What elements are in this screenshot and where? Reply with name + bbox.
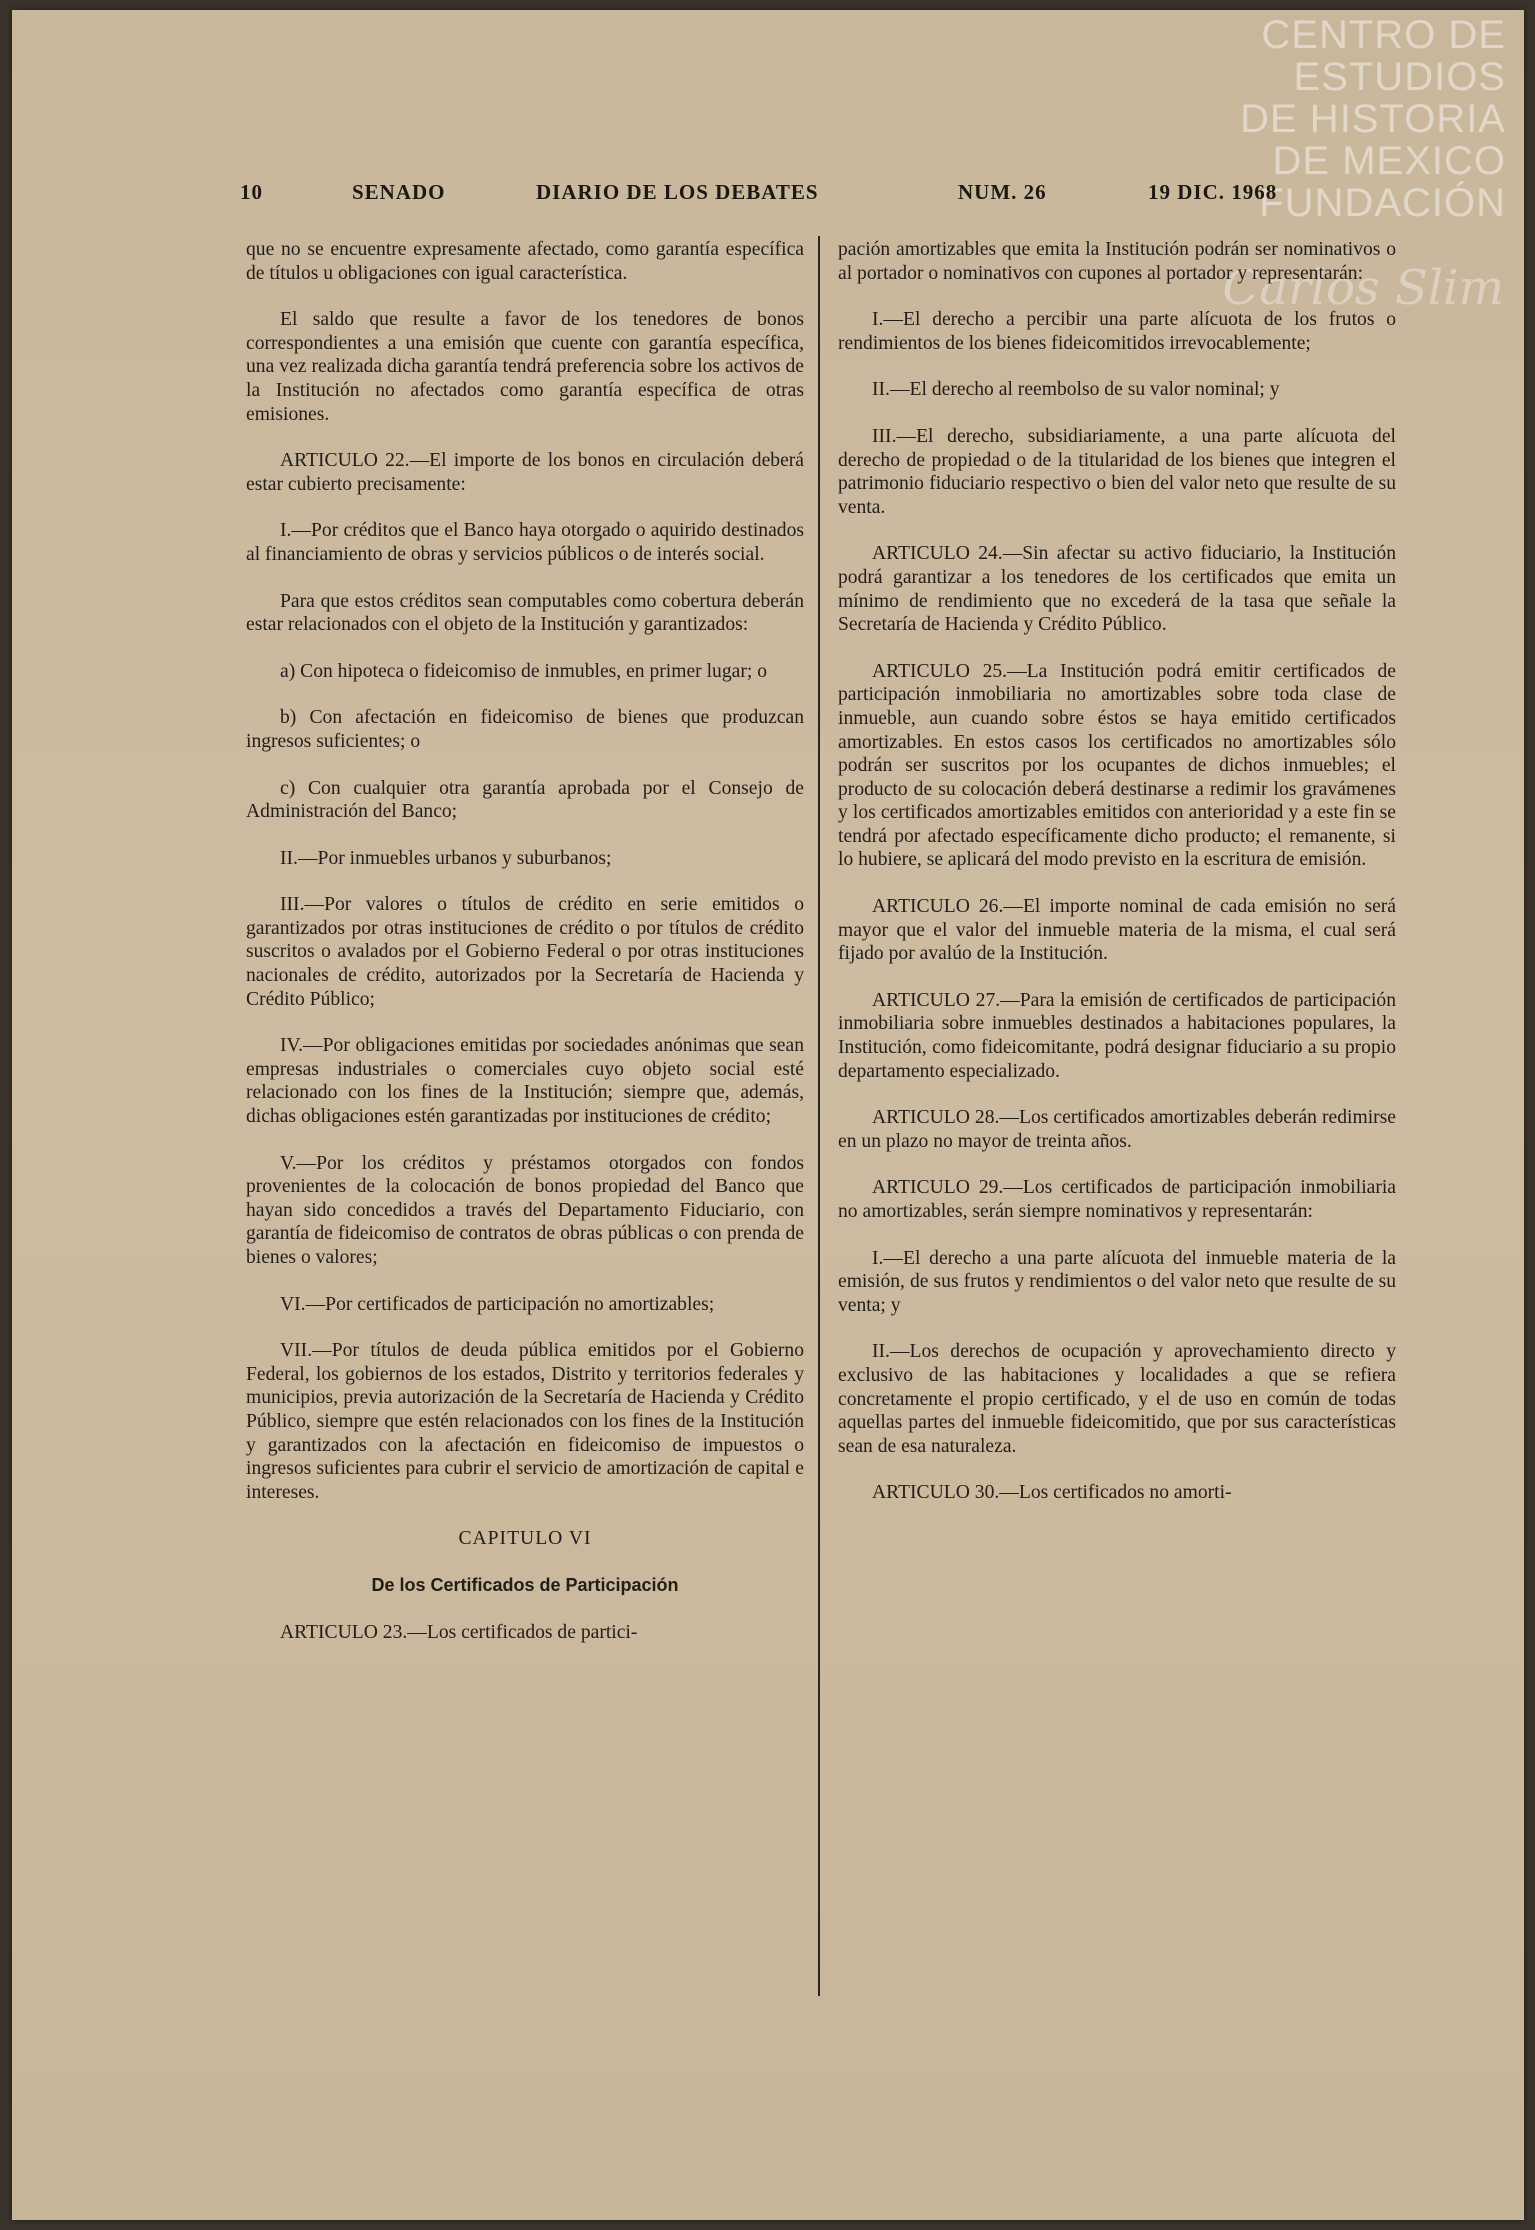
- paragraph: I.—Por créditos que el Banco haya otorgado o aquirido destinados al financiamiento de obras y servicios públicos o de interés social.: [246, 520, 804, 565]
- chamber-name: SENADO: [352, 180, 446, 204]
- paragraph: II.—Los derechos de ocupación y aprovechamiento directo y exclusivo de las habitaciones y localidades a que se refiera concretamente el propio certificado, y el de uso en común de todas aquellas partes del inmueble fideicomitido, que por sus características sean de esa naturaleza.: [838, 1341, 1396, 1457]
- chapter-heading: CAPITULO VI: [458, 1528, 592, 1550]
- paragraph: I.—El derecho a percibir una parte alícuota de los frutos o rendimientos de los bienes fideicomitidos irrevocablemente;: [838, 309, 1396, 354]
- paragraph: II.—Por inmuebles urbanos y suburbanos;: [280, 847, 612, 869]
- paragraph: III.—Por valores o títulos de crédito en serie emitidos o garantizados por otras instituciones de crédito o por títulos de crédito suscritos o avalados por el Gobierno Federal o por otras instituciones nacionales de crédito, autorizados por la Secretaría de Hacienda y Crédito Público;: [246, 894, 804, 1010]
- column-divider: [818, 236, 820, 1996]
- paragraph: VI.—Por certificados de participación no amortizables;: [280, 1293, 715, 1315]
- paragraph: ARTICULO 23.—Los certificados de partici-: [280, 1621, 638, 1643]
- watermark-line: ESTUDIOS: [1293, 55, 1506, 99]
- paragraph: ARTICULO 24.—Sin afectar su activo fiduciario, la Institución podrá garantizar a los tenedores de los certificados que emita un mínimo de rendimiento que no excederá de la tasa que señale la Secretaría de Hacienda y Crédito Público.: [838, 543, 1396, 636]
- paragraph: pación amortizables que emita la Institución podrán ser nominativos o al portador o nominativos con cupones al portador y representarán:: [838, 239, 1396, 284]
- paragraph: V.—Por los créditos y préstamos otorgados con fondos provenientes de la colocación de bonos propiedad del Banco que hayan sido concedidos a través del Departamento Fiduciario, con garantía de fideicomiso de contratos de obras públicas o con prenda de bienes o valores;: [246, 1152, 804, 1268]
- watermark-line: FUNDACIÓN: [1259, 181, 1506, 225]
- paragraph: c) Con cualquier otra garantía aprobada por el Consejo de Administración del Banco;: [246, 777, 804, 823]
- watermark-line: DE HISTORIA: [1240, 97, 1506, 141]
- section-heading: De los Certificados de Participación: [371, 1574, 679, 1595]
- watermark-line: CENTRO DE: [1261, 13, 1506, 57]
- paragraph: a) Con hipoteca o fideicomiso de inmubles, en primer lugar; o: [280, 660, 767, 682]
- paragraph: ARTICULO 30.—Los certificados no amorti-: [872, 1482, 1232, 1504]
- issue-number: NUM. 26: [958, 180, 1047, 204]
- watermark-line: DE MEXICO: [1272, 139, 1506, 183]
- publication-title: DIARIO DE LOS DEBATES: [536, 180, 819, 204]
- left-text-column: [246, 238, 804, 1667]
- paragraph: ARTICULO 28.—Los certificados amortizables deberán redimirse en un plazo no mayor de treinta años.: [838, 1107, 1396, 1152]
- paragraph: ARTICULO 29.—Los certificados de participación inmobiliaria no amortizables, serán siempre nominativos y representarán:: [838, 1177, 1396, 1222]
- paragraph: ARTICULO 22.—El importe de los bonos en circulación deberá estar cubierto precisamente:: [246, 450, 804, 495]
- page-header: [240, 180, 1300, 214]
- right-text-column: [838, 238, 1396, 1528]
- paragraph: VII.—Por títulos de deuda pública emitidos por el Gobierno Federal, los gobiernos de los estados, Distrito y territorios federales y municipios, previa autorización de la Secretaría de Hacienda y Crédito Público, siempre que estén relacionados con los fines de la Institución y garantizados con la afectación en fideicomiso de impuestos o ingresos suficientes para cubrir el servicio de amortización de capital e intereses.: [246, 1340, 804, 1503]
- watermark-signature: Carlos Slim: [1222, 260, 1504, 316]
- page-number: 10: [240, 180, 263, 204]
- paragraph: II.—El derecho al reembolso de su valor nominal; y: [872, 379, 1280, 401]
- issue-date: 19 DIC. 1968: [1148, 180, 1278, 204]
- paragraph: I.—El derecho a una parte alícuota del inmueble materia de la emisión, de sus frutos y rendimientos o del valor neto que resulte de su venta; y: [838, 1247, 1396, 1316]
- document-page: [12, 10, 1524, 2220]
- paragraph: ARTICULO 25.—La Institución podrá emitir certificados de participación inmobiliaria no amortizables sobre toda clase de inmueble, aun cuando sobre éstos se haya emitido certificados amortizables. En estos casos los certificados no amortizables sólo podrán ser suscritos por los ocupantes de dichos inmuebles; el producto de su colocación deberá destinarse a redimir los gravámenes y los certificados amortizables emitidos con anterioridad y a este fin se tendrá por afectado específicamente dicho producto; el remanente, si lo hubiere, se aplicará del modo previsto en la escritura de emisión.: [838, 660, 1396, 871]
- paragraph: III.—El derecho, subsidiariamente, a una parte alícuota del derecho de propiedad o de la titularidad de los bienes que integren el patrimonio fiduciario respectivo o bien del valor neto que resulte de su venta.: [838, 425, 1396, 518]
- paragraph: Para que estos créditos sean computables como cobertura deberán estar relacionados con el objeto de la Institución y garantizados:: [246, 590, 804, 636]
- paragraph: ARTICULO 27.—Para la emisión de certificados de participación inmobiliaria sobre inmuebles destinados a habitaciones populares, la Institución, como fideicomitante, podrá designar fiduciario a su propio departamento especializado.: [838, 989, 1396, 1082]
- paragraph: ARTICULO 26.—El importe nominal de cada emisión no será mayor que el valor del inmueble materia de la misma, el cual será fijado por avalúo de la Institución.: [838, 896, 1396, 965]
- paragraph: El saldo que resulte a favor de los tenedores de bonos correspondientes a una emisión que cuente con garantía específica, una vez realizada dicha garantía tendrá preferencia sobre los activos de la Institución no afectados como garantía específica de otras emisiones.: [246, 309, 804, 425]
- paragraph: IV.—Por obligaciones emitidas por sociedades anónimas que sean empresas industriales o comerciales cuyo objeto social esté relacionado con los fines de la Institución; siempre que, además, dichas obligaciones estén garantizadas por instituciones de crédito;: [246, 1035, 804, 1128]
- paragraph: que no se encuentre expresamente afectado, como garantía específica de títulos u obligaciones con igual característica.: [246, 239, 804, 284]
- paragraph: b) Con afectación en fideicomiso de bienes que produzcan ingresos suficientes; o: [246, 707, 804, 752]
